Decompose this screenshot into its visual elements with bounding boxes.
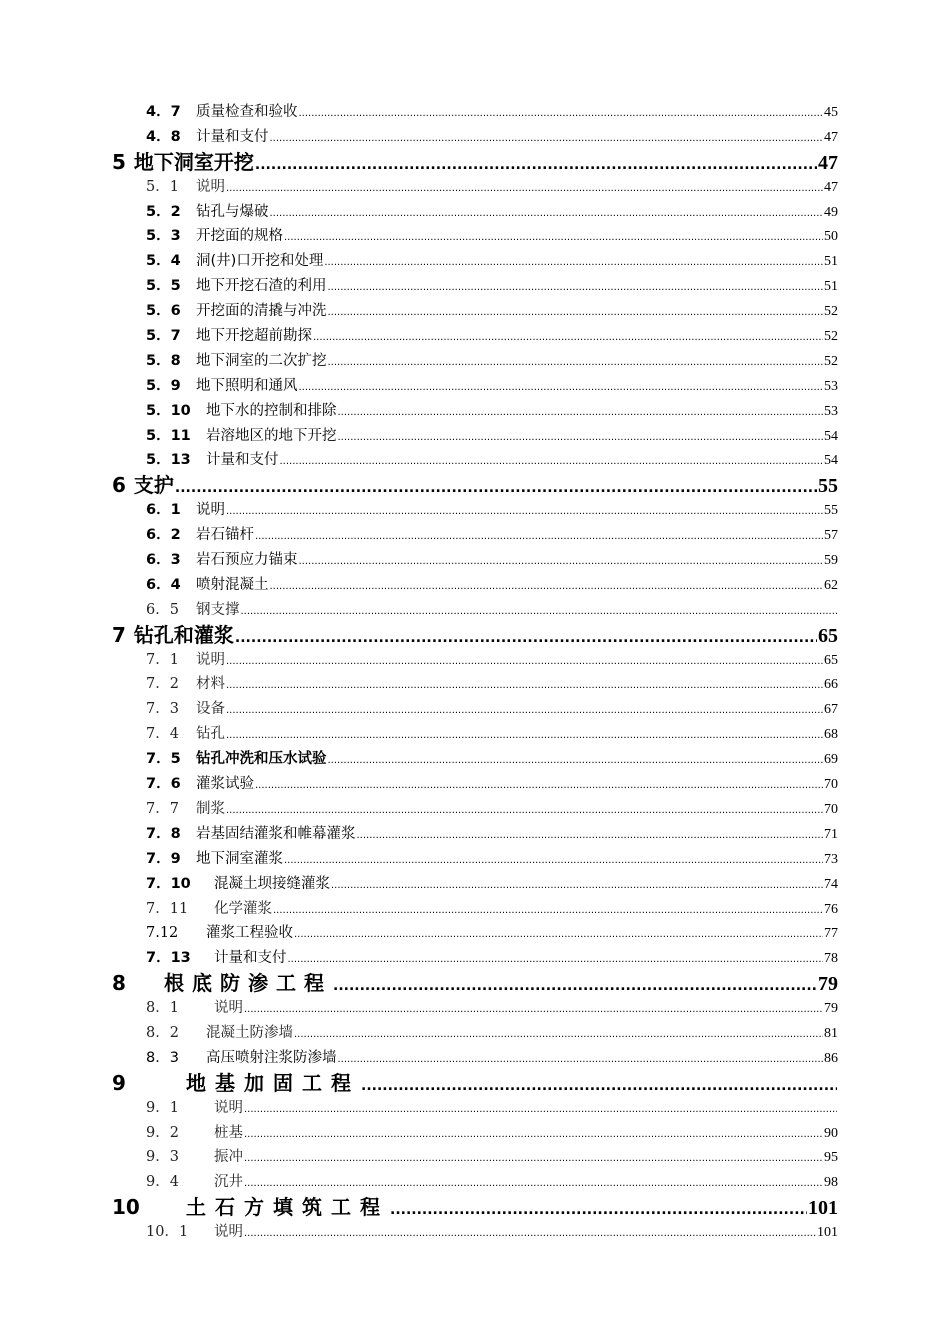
toc-entry-number: 7．13 — [146, 950, 191, 967]
toc-entry[interactable] — [112, 399, 838, 424]
dot-leader — [226, 699, 823, 722]
toc-entry-page: 52 — [824, 353, 838, 369]
dot-leader — [294, 923, 823, 946]
toc-chapter-page: 79 — [818, 973, 838, 996]
dot-leader — [361, 1074, 837, 1096]
toc-entry-number: 5．8 — [146, 352, 181, 369]
toc-entry[interactable] — [112, 598, 838, 623]
toc-entry[interactable] — [112, 374, 838, 399]
toc-entry-number: 8．3 — [146, 1049, 179, 1066]
toc-entry-page: 47 — [824, 129, 838, 145]
toc-entry-number: 9．3 — [146, 1149, 179, 1166]
dot-leader — [244, 1123, 823, 1146]
dot-leader — [284, 849, 823, 872]
toc-entry-page: 51 — [824, 279, 838, 295]
toc-entry-page: 47 — [824, 179, 838, 195]
toc-entry-number: 7．2 — [146, 676, 179, 693]
toc-chapter[interactable] — [112, 150, 838, 175]
toc-entry-number: 5．2 — [146, 203, 181, 220]
toc-entry-title: 地下洞室灌浆 — [196, 850, 283, 867]
toc-entry-number: 6．2 — [146, 527, 181, 544]
toc-entry-page: 50 — [824, 229, 838, 245]
toc-entry[interactable] — [112, 200, 838, 225]
toc-entry[interactable] — [112, 897, 838, 922]
toc-entry-page: 76 — [824, 901, 838, 917]
toc-entry-page: 66 — [824, 677, 838, 693]
toc-entry-title: 混凝土坝接缝灌浆 — [214, 875, 330, 892]
toc-entry-number: 5．11 — [146, 427, 191, 444]
toc-entry-page: 95 — [824, 1150, 838, 1166]
toc-entry-number: 6．1 — [146, 502, 181, 519]
dot-leader — [226, 799, 823, 822]
toc-entry-page: 54 — [824, 428, 838, 444]
dot-leader — [255, 774, 823, 797]
toc-entry-title: 材料 — [196, 676, 225, 693]
toc-entry-title: 振冲 — [214, 1149, 243, 1166]
dot-leader — [226, 500, 823, 523]
toc-entry-number: 7．10 — [146, 875, 191, 892]
toc-entry[interactable] — [112, 822, 838, 847]
dot-leader — [244, 1172, 823, 1195]
toc-entry-title: 岩基固结灌浆和帷幕灌浆 — [196, 825, 356, 842]
toc-chapter-number: 7 — [112, 622, 126, 647]
toc-entry-title: 说明 — [214, 1224, 243, 1241]
toc-entry-title: 计量和支付 — [196, 128, 269, 145]
toc-entry[interactable] — [112, 648, 838, 673]
toc-entry-page: 52 — [824, 304, 838, 320]
toc-entry-page: 70 — [824, 801, 838, 817]
toc-entry[interactable] — [112, 249, 838, 274]
dot-leader — [244, 998, 823, 1021]
dot-leader — [328, 749, 824, 772]
toc-entry-title: 钢支撑 — [196, 601, 240, 618]
toc-entry-title: 桩基 — [214, 1124, 243, 1141]
toc-chapter-page: 65 — [818, 624, 838, 647]
toc-entry-number: 6．5 — [146, 601, 179, 618]
dot-leader — [288, 948, 824, 971]
toc-entry-number: 5．6 — [146, 303, 181, 320]
toc-entry-number: 5．3 — [146, 228, 181, 245]
toc-entry-number: 7．1 — [146, 651, 179, 668]
dot-leader — [280, 450, 824, 473]
toc-chapter-page: 47 — [818, 151, 838, 174]
toc-entry-number: 5．5 — [146, 278, 181, 295]
toc-entry-title: 地下照明和通风 — [196, 377, 298, 394]
toc-entry-title: 高压喷射注浆防渗墙 — [206, 1049, 337, 1066]
toc-entry-page: 73 — [824, 851, 838, 867]
toc-entry-number: 9．1 — [146, 1099, 179, 1116]
toc-entry-number: 8．1 — [146, 1000, 179, 1017]
dot-leader — [244, 1222, 816, 1245]
toc-chapter-title: 钻孔和灌浆 — [133, 622, 234, 647]
toc-entry[interactable] — [112, 847, 838, 872]
toc-entry[interactable] — [112, 772, 838, 797]
toc-entry[interactable] — [112, 100, 838, 125]
toc-entry[interactable] — [112, 996, 838, 1021]
toc-entry[interactable] — [112, 797, 838, 822]
toc-entry-title: 灌浆试验 — [196, 776, 254, 793]
toc-chapter-title: 土石方填筑工程 — [186, 1195, 389, 1220]
toc-chapter-number: 6 — [112, 473, 126, 498]
toc-entry-number: 5．7 — [146, 328, 181, 345]
toc-entry-page: 55 — [824, 503, 838, 519]
dot-leader — [270, 127, 824, 150]
toc-entry-title: 岩石预应力锚束 — [196, 552, 298, 569]
toc-entry-page: 79 — [824, 1001, 838, 1017]
toc-entry-page: 77 — [824, 926, 838, 942]
dot-leader — [255, 153, 817, 175]
dot-leader — [313, 326, 823, 349]
toc-chapter-page: 55 — [818, 475, 838, 498]
dot-leader — [294, 1023, 823, 1046]
toc-entry-page: 81 — [824, 1025, 838, 1041]
toc-entry[interactable] — [112, 921, 838, 946]
toc-entry[interactable] — [112, 1096, 838, 1121]
toc-entry[interactable] — [112, 125, 838, 150]
toc-entry-page: 69 — [824, 752, 838, 768]
toc-entry[interactable] — [112, 1046, 838, 1071]
toc-entry[interactable] — [112, 1145, 838, 1170]
toc-entry[interactable] — [112, 424, 838, 449]
toc-entry[interactable] — [112, 498, 838, 523]
toc-entry-title: 质量检查和验收 — [196, 104, 298, 120]
toc-entry-number: 5．4 — [146, 253, 181, 270]
toc-entry-title: 岩石锚杆 — [196, 527, 254, 544]
toc-entry[interactable] — [112, 573, 838, 598]
dot-leader — [324, 251, 823, 274]
toc-entry-page: 98 — [824, 1175, 838, 1191]
toc-entry-title: 灌浆工程验收 — [206, 925, 293, 942]
toc-entry-page: 70 — [824, 777, 838, 793]
toc-entry[interactable] — [112, 722, 838, 747]
toc-entry-title: 混凝土防渗墙 — [206, 1024, 293, 1041]
toc-entry[interactable] — [112, 324, 838, 349]
dot-leader — [235, 626, 817, 648]
toc-entry-title: 说明 — [196, 178, 225, 195]
toc-entry-title: 钻孔冲洗和压水试验 — [196, 751, 327, 768]
toc-chapter-number: 5 — [112, 149, 126, 174]
toc-entry-page: 53 — [824, 378, 838, 394]
dot-leader — [333, 974, 817, 996]
dot-leader — [328, 276, 824, 299]
dot-leader — [328, 351, 824, 374]
toc-entry[interactable] — [112, 175, 838, 200]
toc-entry-number: 7.12 — [146, 925, 179, 942]
toc-entry-title: 说明 — [196, 502, 225, 519]
dot-leader — [273, 899, 823, 922]
toc-entry-page: 68 — [824, 727, 838, 743]
toc-entry[interactable] — [112, 548, 838, 573]
toc-entry-number: 7．11 — [146, 900, 189, 917]
toc-entry-page: 59 — [824, 553, 838, 569]
dot-leader — [255, 525, 823, 548]
toc-entry-title: 地下开挖石渣的利用 — [196, 278, 327, 295]
dot-leader — [226, 724, 823, 747]
toc-chapter-title: 支护 — [133, 473, 174, 498]
toc-entry-title: 计量和支付 — [214, 950, 287, 967]
toc-entry-title: 化学灌浆 — [214, 900, 272, 917]
dot-leader — [244, 1147, 823, 1170]
toc-entry-number: 7．3 — [146, 701, 179, 718]
toc-entry-title: 钻孔 — [196, 726, 225, 743]
toc-entry[interactable] — [112, 523, 838, 548]
toc-entry-page: 65 — [824, 652, 838, 668]
toc-chapter[interactable] — [112, 1071, 838, 1096]
toc-entry-number: 7．8 — [146, 825, 181, 842]
toc-chapter-number: 9 — [112, 1070, 126, 1095]
toc-entry-page: 53 — [824, 403, 838, 419]
dot-leader — [338, 1048, 824, 1071]
dot-leader — [244, 1098, 837, 1121]
toc-chapter[interactable] — [112, 473, 838, 498]
toc-entry-number: 4．8 — [146, 128, 181, 145]
dot-leader — [226, 650, 823, 673]
toc-entry-number: 4．7 — [146, 104, 181, 120]
toc-entry-page: 51 — [824, 254, 838, 270]
toc-entry[interactable] — [112, 946, 838, 971]
toc-entry-number: 7．5 — [146, 751, 181, 768]
toc-entry[interactable] — [112, 224, 838, 249]
dot-leader — [328, 301, 824, 324]
toc-entry[interactable] — [112, 697, 838, 722]
toc-entry-title: 地下洞室的二次扩挖 — [196, 352, 327, 369]
toc-entry[interactable] — [112, 1170, 838, 1195]
toc-entry-title: 设备 — [196, 701, 225, 718]
toc-entry[interactable] — [112, 1021, 838, 1046]
toc-entry[interactable] — [112, 274, 838, 299]
toc-entry-number: 7．7 — [146, 800, 179, 817]
toc-entry[interactable] — [112, 672, 838, 697]
dot-leader — [338, 426, 824, 449]
toc-entry-number: 7．6 — [146, 776, 181, 793]
toc-chapter-page: 101 — [808, 1197, 838, 1220]
toc-entry-title: 说明 — [214, 1099, 243, 1116]
toc-entry-title: 开挖面的清撬与冲洗 — [196, 303, 327, 320]
toc-entry[interactable] — [112, 349, 838, 374]
toc-chapter-title: 地基加固工程 — [186, 1070, 360, 1095]
toc-entry-number: 5．13 — [146, 452, 191, 469]
toc-entry-number: 7．9 — [146, 850, 181, 867]
toc-entry-number: 5．10 — [146, 402, 191, 419]
toc-entry-page: 78 — [824, 951, 838, 967]
toc-entry-title: 说明 — [196, 651, 225, 668]
dot-leader — [241, 600, 838, 623]
toc-entry-title: 喷射混凝土 — [196, 576, 269, 593]
dot-leader — [331, 874, 823, 897]
dot-leader — [270, 575, 824, 598]
toc-chapter[interactable] — [112, 623, 838, 648]
toc-chapter[interactable] — [112, 1195, 838, 1220]
toc-chapter-title: 地下洞室开挖 — [133, 149, 254, 174]
toc-entry-page: 54 — [824, 453, 838, 469]
toc-entry-page: 52 — [824, 329, 838, 345]
toc-entry[interactable] — [112, 1121, 838, 1146]
toc-entry[interactable] — [112, 1220, 838, 1245]
toc-chapter-title: 根底防渗工程 — [164, 971, 332, 996]
toc-entry-number: 6．4 — [146, 576, 181, 593]
dot-leader — [226, 177, 823, 200]
toc-entry[interactable] — [112, 872, 838, 897]
toc-entry-title: 计量和支付 — [206, 452, 279, 469]
dot-leader — [299, 376, 824, 399]
toc-chapter-number: 10 — [112, 1195, 140, 1220]
toc-entry-page: 49 — [824, 204, 838, 220]
toc-entry-page: 86 — [824, 1050, 838, 1066]
toc-entry-title: 洞(井)口开挖和处理 — [196, 253, 324, 270]
dot-leader — [175, 476, 817, 498]
toc-entry-page: 101 — [817, 1225, 838, 1241]
toc-chapter[interactable] — [112, 971, 838, 996]
toc-entry-page: 90 — [824, 1125, 838, 1141]
toc-entry-number: 5．1 — [146, 178, 179, 195]
dot-leader — [299, 550, 824, 573]
toc-entry-number: 10．1 — [146, 1224, 189, 1241]
toc-entry-number: 8．2 — [146, 1024, 179, 1041]
toc-entry-title: 沉井 — [214, 1174, 243, 1191]
toc-entry-title: 制浆 — [196, 800, 225, 817]
toc-entry-page: 57 — [824, 528, 838, 544]
toc-entry-title: 说明 — [214, 1000, 243, 1017]
dot-leader — [338, 401, 824, 424]
toc-entry-page: 71 — [824, 826, 838, 842]
dot-leader — [284, 226, 823, 249]
dot-leader — [299, 102, 824, 125]
toc-entry-title: 钻孔与爆破 — [196, 203, 269, 220]
toc-entry-page: 74 — [824, 876, 838, 892]
toc-entry-number: 7．4 — [146, 726, 179, 743]
dot-leader — [357, 824, 824, 847]
dot-leader — [226, 674, 823, 697]
toc-entry-title: 地下开挖超前勘探 — [196, 328, 312, 345]
toc-entry-page: 67 — [824, 702, 838, 718]
toc-entry-title: 地下水的控制和排除 — [206, 402, 337, 419]
toc-entry-page: 45 — [824, 105, 838, 120]
toc-entry-number: 6．3 — [146, 552, 181, 569]
toc-entry-number: 9．2 — [146, 1124, 179, 1141]
dot-leader — [390, 1198, 807, 1220]
dot-leader — [270, 202, 824, 225]
toc-entry-number: 5．9 — [146, 377, 181, 394]
toc-entry-title: 开挖面的规格 — [196, 228, 283, 245]
toc-chapter-number: 8 — [112, 971, 126, 996]
toc-entry[interactable] — [112, 448, 838, 473]
toc-entry-number: 9．4 — [146, 1174, 179, 1191]
toc-entry-page: 62 — [824, 577, 838, 593]
table-of-contents — [112, 100, 838, 1245]
toc-entry[interactable] — [112, 747, 838, 772]
toc-entry[interactable] — [112, 299, 838, 324]
toc-entry-title: 岩溶地区的地下开挖 — [206, 427, 337, 444]
